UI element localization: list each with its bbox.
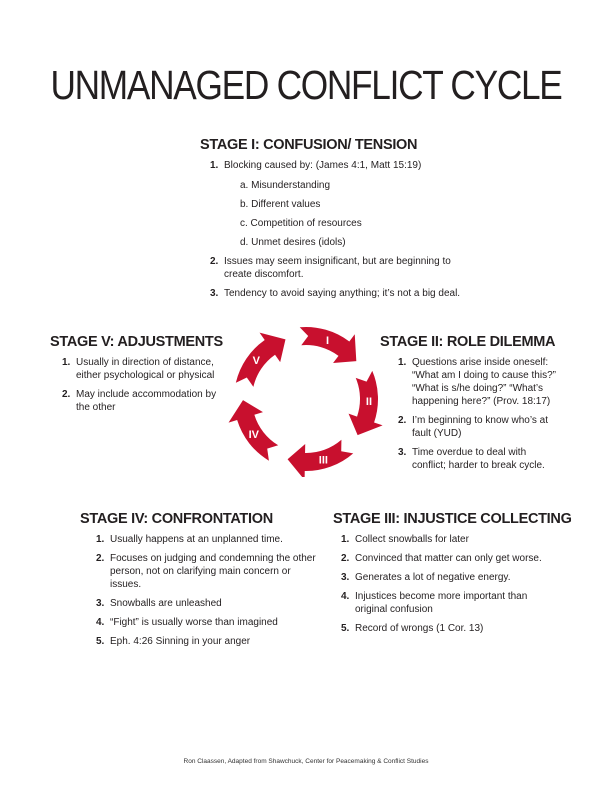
item-number: 4. bbox=[341, 591, 350, 602]
stage-2-section bbox=[380, 334, 560, 478]
stage-1-item-2 bbox=[210, 255, 472, 281]
item-number: 3. bbox=[398, 447, 407, 458]
item-text: Issues may seem insignificant, but are beginning to create discomfort. bbox=[224, 256, 451, 280]
stage-1-item-1 bbox=[210, 159, 480, 249]
sub-item: a. Misunderstanding bbox=[240, 180, 331, 191]
stage-3-item-4 bbox=[341, 590, 535, 616]
item-text: Snowballs are unleashed bbox=[110, 598, 222, 609]
item-number: 4. bbox=[96, 617, 105, 628]
sub-item: b. Different values bbox=[240, 199, 321, 210]
item-number: 1. bbox=[62, 357, 71, 368]
item-text: Tendency to avoid saying anything; it’s not a big deal. bbox=[224, 288, 461, 299]
page-title: UNMANAGED CONFLICT CYCLE bbox=[50, 62, 562, 108]
item-number: 5. bbox=[96, 636, 105, 647]
item-text: Convinced that matter can only get worse. bbox=[355, 553, 542, 564]
cycle-label-4: IV bbox=[248, 429, 259, 442]
item-text: Usually happens at an unplanned time. bbox=[110, 534, 283, 545]
item-number: 2. bbox=[62, 389, 71, 400]
item-text: May include accommodation by the other bbox=[76, 389, 217, 413]
item-text: Collect snowballs for later bbox=[355, 534, 469, 545]
stage-4-item-1 bbox=[96, 533, 320, 546]
stage-2-item-2 bbox=[398, 414, 560, 440]
item-text: Usually in direction of distance, either psychological or physical bbox=[76, 357, 215, 381]
item-text: Record of wrongs (1 Cor. 13) bbox=[355, 623, 484, 634]
stage-3-item-3 bbox=[341, 571, 563, 584]
stage-4-heading: STAGE IV: CONFRONTATION bbox=[80, 511, 273, 527]
item-text: Generates a lot of negative energy. bbox=[355, 572, 511, 583]
stage-5-heading: STAGE V: ADJUSTMENTS bbox=[50, 334, 223, 350]
item-text: Injustices become more important than original confusion bbox=[355, 591, 528, 615]
stage-3-item-1 bbox=[341, 533, 563, 546]
stage-2-item-1 bbox=[398, 356, 560, 408]
stage-3-item-5 bbox=[341, 622, 563, 635]
stage-1-sublist bbox=[224, 179, 480, 249]
stage-3-heading: STAGE III: INJUSTICE COLLECTING bbox=[333, 511, 572, 527]
item-number: 2. bbox=[210, 256, 219, 267]
item-text: Blocking caused by: (James 4:1, Matt 15:19) bbox=[224, 160, 422, 171]
item-number: 1. bbox=[210, 160, 219, 171]
item-number: 3. bbox=[341, 572, 350, 583]
stage-4-item-3 bbox=[96, 597, 320, 610]
stage-5-item-1 bbox=[62, 356, 230, 382]
item-text: Time overdue to deal with conflict; harder to break cycle. bbox=[412, 447, 545, 471]
item-text: Eph. 4:26 Sinning in your anger bbox=[110, 636, 251, 647]
stage-5-item-2 bbox=[62, 388, 230, 414]
stage-5-section bbox=[50, 334, 230, 420]
stage-1-item-3 bbox=[210, 287, 480, 300]
sub-item: c. Competition of resources bbox=[240, 218, 362, 229]
item-text: “Fight” is usually worse than imagined bbox=[110, 617, 278, 628]
stage-3-section bbox=[333, 511, 572, 641]
item-number: 1. bbox=[398, 357, 407, 368]
item-text: Questions arise inside oneself: “What am I doing to cause this?” “What is s/he doing?” “What’s happening here?” (Prov. 18:17) bbox=[412, 357, 556, 407]
credit-footer: Ron Claassen, Adapted from Shawchuck, Center for Peacemaking & Conflict Studies bbox=[183, 758, 429, 765]
cycle-label-2: II bbox=[365, 396, 373, 409]
sub-item: d. Unmet desires (idols) bbox=[240, 237, 346, 248]
cycle-label-3: III bbox=[318, 454, 328, 467]
item-number: 1. bbox=[96, 534, 105, 545]
item-number: 3. bbox=[96, 598, 105, 609]
stage-4-item-5 bbox=[96, 635, 320, 648]
item-number: 3. bbox=[210, 288, 219, 299]
cycle-arrows bbox=[229, 327, 383, 477]
stage-4-item-4 bbox=[96, 616, 320, 629]
stage-3-item-2 bbox=[341, 552, 563, 565]
stage-1-section bbox=[200, 137, 480, 306]
stage-4-section bbox=[80, 511, 320, 654]
item-number: 5. bbox=[341, 623, 350, 634]
item-text: Focuses on judging and condemning the other person, not on clarifying main concern or issues. bbox=[110, 553, 316, 590]
stage-2-item-3 bbox=[398, 446, 560, 472]
item-text: I’m beginning to know who’s at fault (YUD) bbox=[412, 415, 549, 439]
stage-1-heading: STAGE I: CONFUSION/ TENSION bbox=[200, 137, 418, 153]
item-number: 2. bbox=[96, 553, 105, 564]
stage-2-heading: STAGE II: ROLE DILEMMA bbox=[380, 334, 556, 350]
cycle-label-5: V bbox=[252, 355, 261, 368]
cycle-label-1: I bbox=[326, 334, 330, 347]
item-number: 2. bbox=[341, 553, 350, 564]
conflict-cycle-diagram bbox=[213, 317, 399, 477]
stage-4-item-2 bbox=[96, 552, 320, 591]
item-number: 2. bbox=[398, 415, 407, 426]
item-number: 1. bbox=[341, 534, 350, 545]
cycle-arrow-5 bbox=[236, 333, 286, 387]
